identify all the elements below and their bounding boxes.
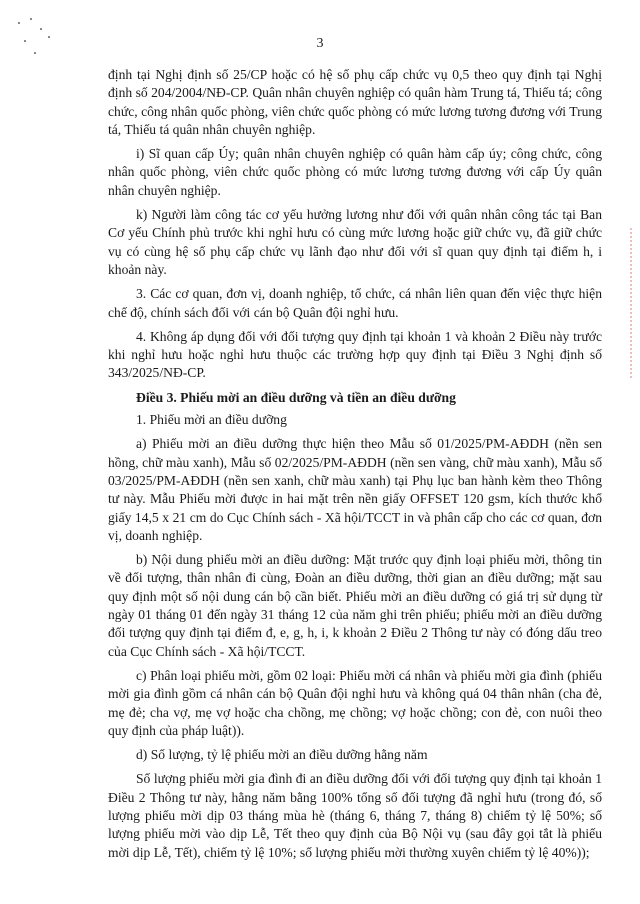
paragraph-item-i: i) Sĩ quan cấp Úy; quân nhân chuyên nghiệp có quân hàm cấp úy; công chức, công nhân quốc phòng, viên chức quốc phòng có mức lương tương đương với cấp Úy quân nhân chuyên nghiệp. [108,146,602,198]
paragraph-clause-4: 4. Không áp dụng đối với đối tượng quy định tại khoản 1 và khoản 2 Điều này trước khi nghỉ hưu hoặc nghỉ hưu thuộc các trường hợp quy định tại Điều 3 Nghị định số 343/2025/NĐ-CP. [108,328,602,381]
paragraph-clause-3: 3. Các cơ quan, đơn vị, doanh nghiệp, tổ chức, cá nhân liên quan đến việc thực hiện chế độ, chính sách đối với cán bộ Quân đội nghỉ hưu. [108,286,602,320]
paragraph-h-continuation: định tại Nghị định số 25/CP hoặc có hệ số phụ cấp chức vụ 0,5 theo quy định tại Nghị định số 204/2004/NĐ-CP. Quân nhân chuyên nghiệp có quân hàm Trung tá, Thiếu tá; công chức, công nhân quốc phòng, viên chức quốc phòng có mức lương tương đương với Trung tá, Thiếu tá quân nhân chuyên nghiệp. [108,67,602,137]
page-number: 3 [316,36,324,51]
paragraph-quantity-detail: Số lượng phiếu mời gia đình đi an điều dưỡng đối với đối tượng quy định tại khoản 1 Điều 2 Thông tư này, hằng năm bằng 100% tổng số đối tượng đã nghỉ hưu (trong đó, số lượng phiếu mời dịp 03 tháng mùa hè (tháng 6, tháng 7, tháng 8) chiếm tỷ lệ 50%; số lượng phiếu mời vào dịp Lễ, Tết theo quy định của Bộ Nội vụ (sau đây gọi tắt là phiếu mời dịp Lễ, Tết), chiếm tỷ lệ 10%; số lượng phiếu mời thường xuyên chiếm tỷ lệ 40%)); [108,771,602,860]
paragraph-section-1: 1. Phiếu mời an điều dưỡng [136,412,287,428]
paragraph-item-d: d) Số lượng, tỷ lệ phiếu mời an điều dưỡng hằng năm [136,747,428,763]
paragraph-item-a: a) Phiếu mời an điều dưỡng thực hiện theo Mẫu số 01/2025/PM-AĐDH (nền sen hồng, chữ màu xanh), Mẫu số 02/2025/PM-AĐDH (nền sen vàng, chữ màu xanh), Mẫu số 03/2025/PM-AĐDH (nền sen xanh, chữ màu xanh) tại Phụ lục ban hành kèm theo Thông tư này. Mẫu Phiếu mời được in hai mặt trên nền giấy OFFSET 120 gsm, kích thước khổ giấy 14,5 x 21 cm do Cục Chính sách - Xã hội/TCCT in và phân cấp cho các cơ quan, đơn vị, doanh nghiệp. [108,436,602,543]
article-3-heading: Điều 3. Phiếu mời an điều dưỡng và tiền an điều dưỡng [136,389,456,405]
paragraph-item-c: c) Phân loại phiếu mời, gồm 02 loại: Phiếu mời cá nhân và phiếu mời gia đình (phiếu mời gia đình gồm cá nhân cán bộ Quân đội nghỉ hưu và không quá 04 thân nhân (cha đẻ, mẹ đẻ; cha vợ, mẹ vợ hoặc cha chồng, mẹ chồng; vợ hoặc chồng; con đẻ, con nuôi theo quy định của pháp luật)). [108,667,602,738]
document-body [108,66,602,868]
stamp-edge-mark [630,228,640,378]
paragraph-item-b: b) Nội dung phiếu mời an điều dưỡng: Mặt trước quy định loại phiếu mời, thông tin về đối tượng, thân nhân đi cùng, Đoàn an điều dưỡng, thời gian an điều dưỡng; mặt sau quy định một số nội dung cán bộ cần biết. Phiếu mời an điều dưỡng có giá trị sử dụng từ ngày 01 tháng 01 đến ngày 31 tháng 12 của năm ghi trên phiếu; phiếu mời an điều dưỡng đối tượng quy định tại điểm đ, e, g, h, i, k khoản 2 Điều 2 Thông tư này có đóng dấu treo của Cục Chính sách - Xã hội/TCCT. [108,552,602,659]
paragraph-item-k: k) Người làm công tác cơ yếu hưởng lương như đối với quân nhân công tác tại Ban Cơ yếu Chính phủ trước khi nghỉ hưu có cùng mức lương hoặc giữ chức vụ, đã giữ chức vụ có cùng hệ số phụ cấp chức vụ lãnh đạo như đối với sĩ quan quy định tại điểm h, i khoản này. [108,207,602,277]
